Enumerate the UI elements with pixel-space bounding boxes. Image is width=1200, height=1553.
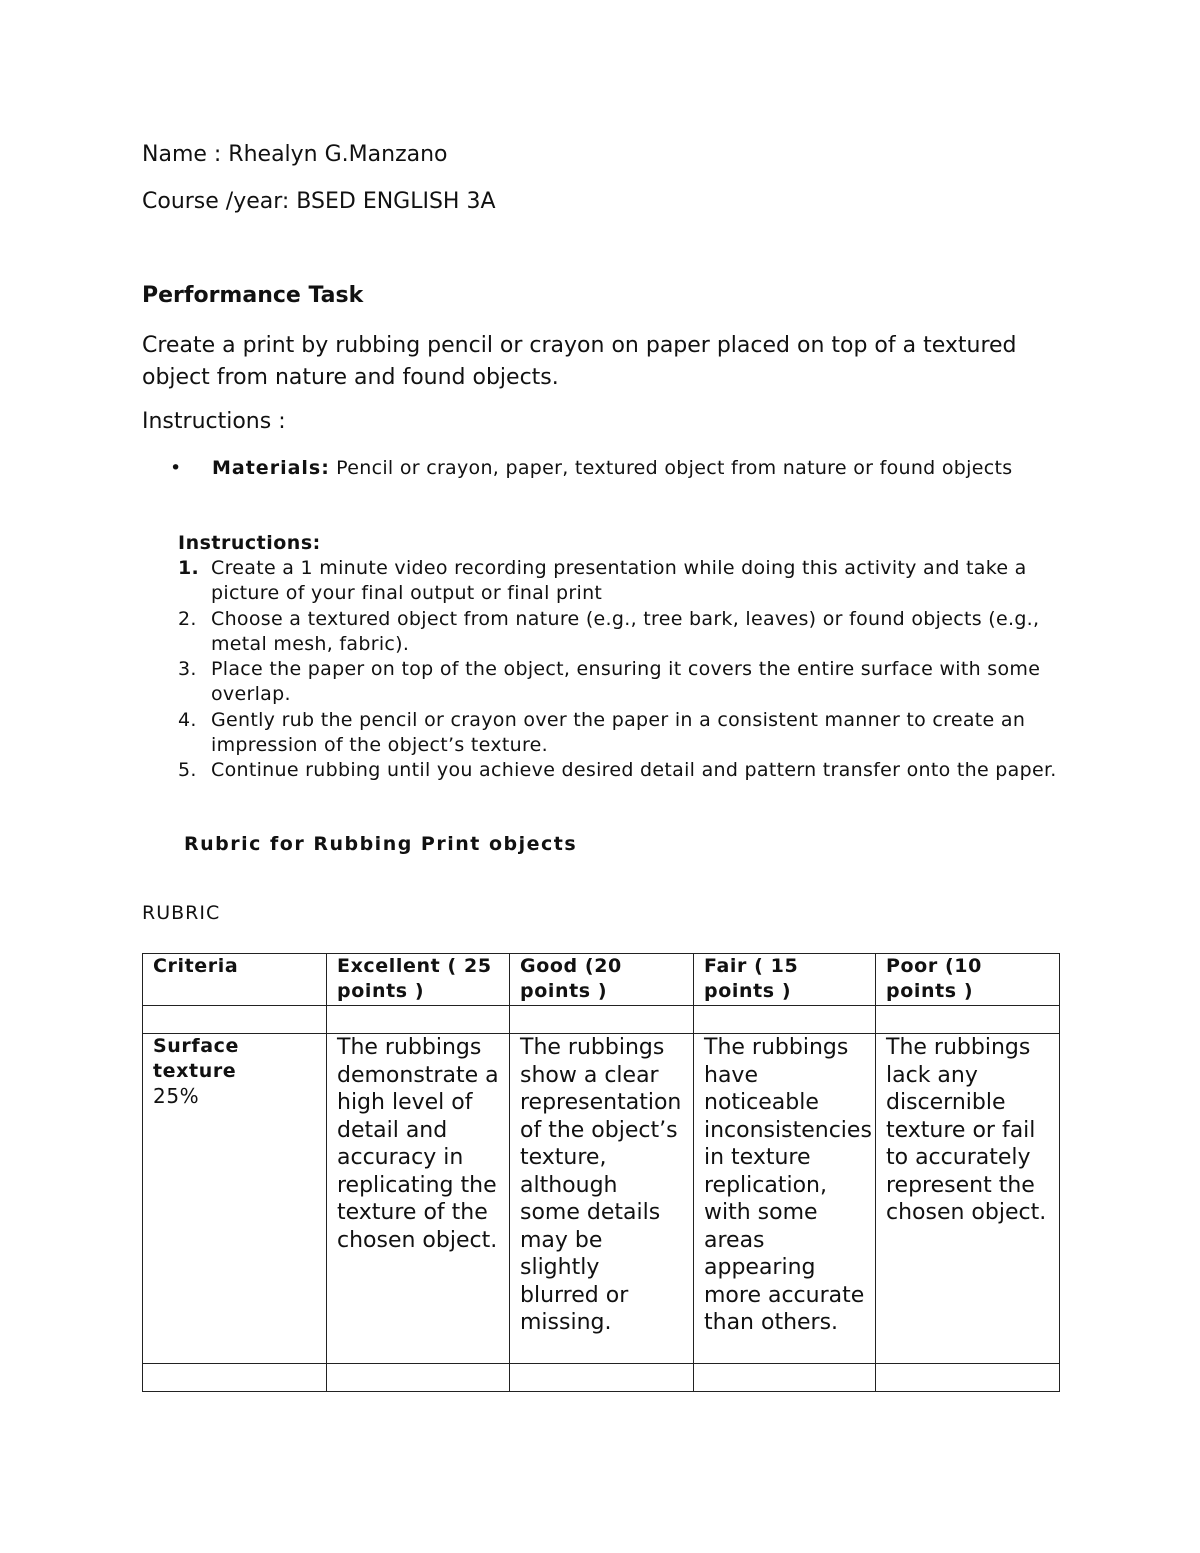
step-number: 3. [178, 658, 197, 680]
fair-cell: The rubbings have noticeable inconsistencies in texture replication, with some areas appearing more accurate than others. [694, 1034, 876, 1364]
poor-cell: The rubbings lack any discernible texture or fail to accurately represent the chosen object. [876, 1034, 1060, 1364]
list-item [178, 657, 1078, 708]
table-row [143, 1364, 1060, 1392]
header-poor: Poor (10 points ) [876, 954, 1060, 1006]
step-text: Place the paper on top of the object, ensuring it covers the entire surface with some overlap. [211, 658, 1041, 705]
rubric-title: Rubric for Rubbing Print objects [184, 833, 578, 855]
good-cell: The rubbings show a clear representation of the object’s texture, although some details may be slightly blurred or missing. [510, 1034, 694, 1364]
step-number: 5. [178, 759, 197, 781]
steps-heading: Instructions: [178, 532, 321, 554]
table-header-row [143, 954, 1060, 1006]
step-number: 4. [178, 708, 197, 731]
table-row [143, 1006, 1060, 1034]
course-year: Course /year: BSED ENGLISH 3A [142, 189, 496, 214]
list-item [178, 708, 1078, 759]
step-text: Gently rub the pencil or crayon over the paper in a consistent manner to create an impression of the object’s texture. [211, 708, 1026, 756]
task-title: Performance Task [142, 283, 364, 308]
task-description: Create a print by rubbing pencil or crayon on paper placed on top of a textured object from nature and found objects. [142, 333, 1017, 390]
header-fair: Fair ( 15 points ) [694, 954, 876, 1006]
bullet-marker: • [170, 457, 182, 479]
header-excellent: Excellent ( 25 points ) [327, 954, 510, 1006]
materials-text [212, 456, 1032, 481]
list-item [178, 758, 1078, 809]
step-text: Continue rubbing until you achieve desired detail and pattern transfer onto the paper. [211, 759, 1057, 781]
instructions-label: Instructions : [142, 409, 286, 434]
table-row [143, 1034, 1060, 1364]
rubric-label: RUBRIC [142, 902, 221, 924]
criteria-cell [143, 1034, 327, 1364]
step-text: Create a 1 minute video recording presentation while doing this activity and take a picture of your final output or final print [211, 557, 1027, 604]
materials-list: Pencil or crayon, paper, textured object from nature or found objects [329, 457, 1013, 479]
step-number: 1. [178, 557, 200, 579]
header-good: Good (20 points ) [510, 954, 694, 1006]
rubric-table [142, 953, 1060, 1392]
student-name: Name : Rhealyn G.Manzano [142, 142, 448, 167]
excellent-cell: The rubbings demonstrate a high level of detail and accuracy in replicating the texture of the chosen object. [327, 1034, 510, 1364]
step-text: Choose a textured object from nature (e.g., tree bark, leaves) or found objects (e.g., metal mesh, fabric). [211, 607, 1040, 655]
criteria-weight: 25% [153, 1084, 200, 1108]
criteria-name: Surface texture [153, 1035, 240, 1082]
step-number: 2. [178, 607, 197, 630]
materials-label: Materials: [212, 457, 330, 479]
steps-list [178, 556, 1078, 809]
list-item [178, 607, 1078, 658]
header-criteria: Criteria [143, 954, 327, 1006]
list-item [178, 556, 1078, 607]
